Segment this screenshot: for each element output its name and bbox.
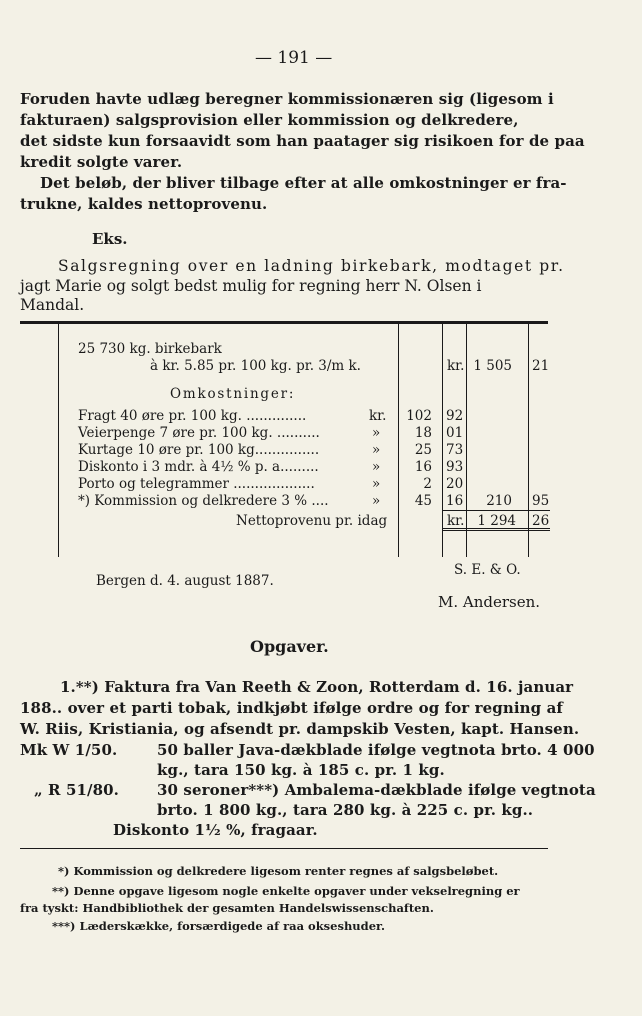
goods-unit: kr. bbox=[447, 358, 465, 374]
net-label: Nettoprovenu pr. idag bbox=[236, 513, 388, 529]
cost-ore: 20 bbox=[446, 476, 464, 492]
cost-unit: » bbox=[372, 493, 381, 509]
example-label: Eks. bbox=[92, 230, 128, 248]
cost-kr: 102 bbox=[406, 408, 432, 424]
costs-total-ore: 95 bbox=[532, 493, 550, 509]
cost-kr: 25 bbox=[414, 442, 432, 458]
table-left-rule bbox=[58, 324, 59, 557]
table-col-rule bbox=[398, 324, 399, 557]
goods-line: à kr. 5.85 pr. 100 kg. pr. 3/m k. bbox=[150, 358, 361, 374]
cost-unit: » bbox=[372, 442, 381, 458]
footnote: *) Kommission og delkredere ligesom renter regnes af salgsbeløbet. bbox=[58, 864, 499, 878]
table-col-rule bbox=[466, 324, 467, 557]
item-mark: Mk W 1/50. bbox=[20, 741, 118, 759]
task-line: 188.. over et parti tobak, indkjøbt ifølge ordre og for regning af bbox=[20, 699, 563, 717]
statement-title-line: Salgsregning over en ladning birkebark, modtaget pr. bbox=[58, 257, 565, 275]
cost-ore: 93 bbox=[446, 459, 464, 475]
table-col-rule bbox=[442, 324, 443, 557]
cost-label: Veierpenge 7 øre pr. 100 kg. .......... bbox=[78, 425, 320, 441]
cost-label: Diskonto i 3 mdr. à 4½ % p. a......... bbox=[78, 459, 319, 475]
statement-title-line: Mandal. bbox=[20, 296, 85, 314]
goods-line: 25 730 kg. birkebark bbox=[78, 341, 222, 357]
intro-line: Det beløb, der bliver tilbage efter at alle omkostninger er fra- bbox=[40, 174, 567, 192]
cost-ore: 01 bbox=[446, 425, 464, 441]
place-date: Bergen d. 4. august 1887. bbox=[96, 573, 274, 589]
item-text: 50 baller Java-dækblade ifølge vegtnota brto. 4 000 bbox=[157, 741, 595, 759]
table-top-rule bbox=[20, 321, 548, 324]
goods-kr: 1 505 bbox=[473, 358, 512, 374]
costs-total-kr: 210 bbox=[486, 493, 512, 509]
cost-unit: kr. bbox=[369, 408, 387, 424]
cost-ore: 92 bbox=[446, 408, 464, 424]
net-kr: 1 294 bbox=[477, 513, 516, 529]
sum-rule bbox=[442, 530, 550, 531]
cost-ore: 16 bbox=[446, 493, 464, 509]
net-unit: kr. bbox=[447, 513, 465, 529]
intro-line: det sidste kun forsaavidt som han paatager sig risikoen for de paa bbox=[20, 132, 585, 150]
goods-ore: 21 bbox=[532, 358, 550, 374]
cost-kr: 2 bbox=[423, 476, 432, 492]
cost-unit: » bbox=[372, 425, 381, 441]
cost-kr: 18 bbox=[414, 425, 432, 441]
costs-heading: Omkostninger: bbox=[170, 386, 296, 402]
intro-line: kredit solgte varer. bbox=[20, 153, 183, 171]
tasks-heading: Opgaver. bbox=[250, 637, 329, 656]
item-mark: „ R 51/80. bbox=[34, 781, 119, 799]
cost-label: Fragt 40 øre pr. 100 kg. .............. bbox=[78, 408, 307, 424]
statement-title-line: jagt Marie og solgt bedst mulig for regning herr N. Olsen i bbox=[20, 277, 482, 295]
cost-label: Porto og telegrammer ................... bbox=[78, 476, 315, 492]
footnote: fra tyskt: Handbibliothek der gesamten Handelswissenschaften. bbox=[20, 901, 434, 915]
cost-label: *) Kommission og delkredere 3 % .... bbox=[78, 493, 329, 509]
item-text: kg., tara 150 kg. à 185 c. pr. 1 kg. bbox=[157, 761, 445, 779]
sum-rule bbox=[442, 510, 550, 511]
firm-initials: S. E. & O. bbox=[454, 562, 521, 578]
task-line: W. Riis, Kristiania, og afsendt pr. dampskib Vesten, kapt. Hansen. bbox=[20, 720, 580, 738]
cost-kr: 45 bbox=[414, 493, 432, 509]
task-line: 1.**) Faktura fra Van Reeth & Zoon, Rotterdam d. 16. januar bbox=[60, 678, 574, 696]
cost-unit: » bbox=[372, 459, 381, 475]
item-text: brto. 1 800 kg., tara 280 kg. à 225 c. pr. kg.. bbox=[157, 801, 534, 819]
task-discount: Diskonto 1½ %, fragaar. bbox=[113, 821, 318, 839]
signer-name: M. Andersen. bbox=[438, 593, 541, 611]
net-ore: 26 bbox=[532, 513, 550, 529]
intro-line: trukne, kaldes nettoprovenu. bbox=[20, 195, 268, 213]
intro-line: Foruden havte udlæg beregner kommissionæren sig (ligesom i bbox=[20, 90, 554, 108]
footnote: **) Denne opgave ligesom nogle enkelte opgaver under vekselregning er bbox=[52, 884, 520, 898]
page-number: — 191 — bbox=[255, 48, 333, 68]
footnote-rule bbox=[20, 848, 548, 849]
table-col-rule bbox=[528, 324, 529, 557]
footnote: ***) Læderskække, forsærdigede af raa okseshuder. bbox=[52, 919, 386, 933]
cost-kr: 16 bbox=[414, 459, 432, 475]
intro-line: fakturaen) salgsprovision eller kommission og delkredere, bbox=[20, 111, 519, 129]
cost-ore: 73 bbox=[446, 442, 464, 458]
item-text: 30 seroner***) Ambalema-dækblade ifølge vegtnota bbox=[157, 781, 596, 799]
cost-unit: » bbox=[372, 476, 381, 492]
cost-label: Kurtage 10 øre pr. 100 kg............... bbox=[78, 442, 320, 458]
